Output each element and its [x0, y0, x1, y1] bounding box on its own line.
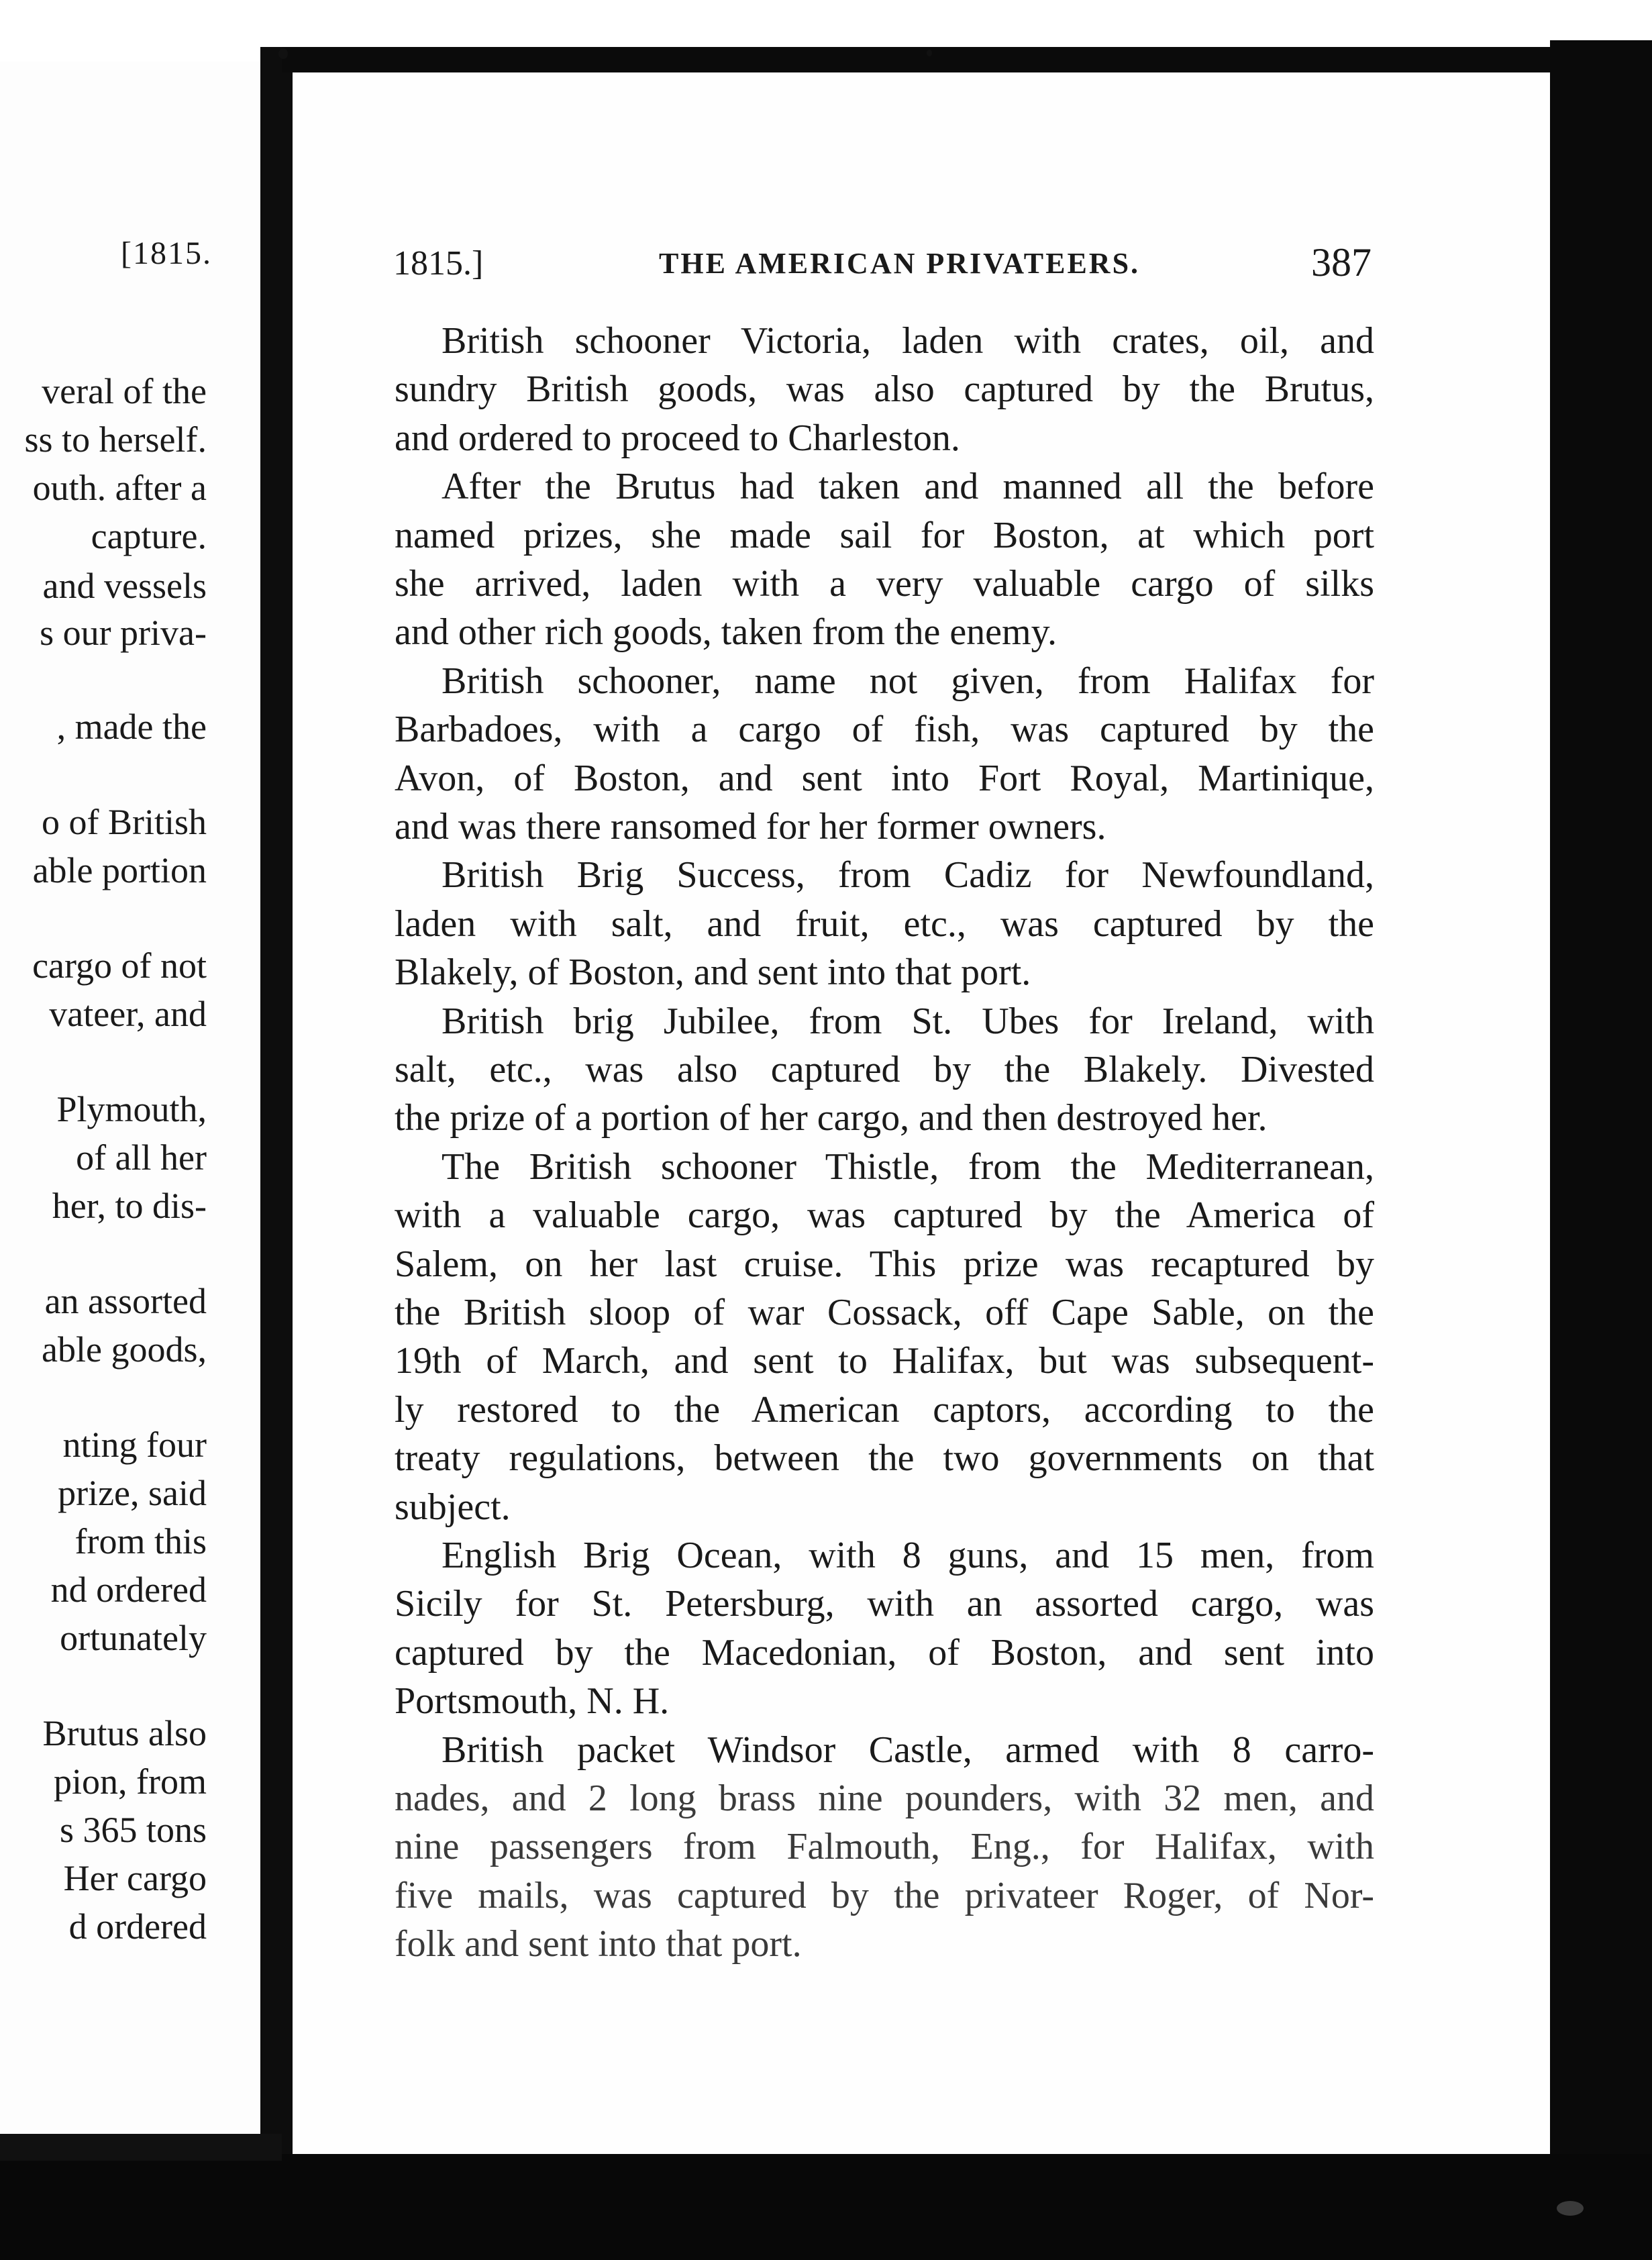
body-line: 19th of March, and sent to Halifax, but was subsequent- — [395, 1340, 1374, 1382]
body-line: British schooner, name not given, from Halifax for — [442, 660, 1374, 702]
left-page-line: s 365 tons — [59, 1810, 207, 1850]
body-line: ly restored to the American captors, according to the — [395, 1388, 1374, 1431]
body-line: five mails, was captured by the privateer Roger, of Nor- — [395, 1874, 1374, 1916]
left-page-line: of all her — [76, 1137, 207, 1178]
left-page-line: an assorted — [44, 1281, 207, 1321]
left-page-line: cargo of not — [32, 945, 207, 986]
body-line: Blakely, of Boston, and sent into that port. — [395, 952, 1031, 994]
scan-speck — [278, 48, 288, 59]
body-line: Portsmouth, N. H. — [395, 1680, 670, 1723]
left-page-line: from this — [74, 1521, 207, 1561]
body-line: treaty regulations, between the two governments on that — [395, 1437, 1374, 1480]
left-page-line: pion, from — [54, 1761, 207, 1802]
body-line: and other rich goods, taken from the enemy. — [395, 611, 1057, 654]
facing-page-left — [0, 62, 260, 2142]
scan-border-left-bottom — [0, 2134, 282, 2161]
body-line: with a valuable cargo, was captured by the America of — [395, 1194, 1374, 1237]
left-page-line: able portion — [32, 850, 207, 890]
body-line: sundry British goods, was also captured by the Brutus, — [395, 368, 1374, 411]
left-page-line: her, to dis- — [52, 1186, 207, 1226]
left-page-line: nting four — [62, 1425, 207, 1465]
body-line: After the Brutus had taken and manned all the before — [442, 466, 1374, 508]
body-line: the prize of a portion of her cargo, and then destroyed her. — [395, 1097, 1268, 1139]
running-head-title: THE AMERICAN PRIVATEERS. — [659, 247, 1141, 280]
body-line: and ordered to proceed to Charleston. — [395, 417, 960, 459]
body-line: Salem, on her last cruise. This prize was recaptured by — [395, 1243, 1374, 1285]
left-page-line: o of British — [41, 802, 207, 842]
left-page-line: s our priva- — [40, 613, 207, 653]
left-page-line: ortunately — [60, 1618, 207, 1658]
left-page-line: veral of the — [42, 371, 207, 411]
body-line: the British sloop of war Cossack, off Cape Sable, on the — [395, 1292, 1374, 1333]
scan-border-bottom — [0, 2154, 1652, 2260]
left-page-line: Her cargo — [63, 1858, 207, 1898]
body-line: nades, and 2 long brass nine pounders, with 32 men, and — [395, 1778, 1374, 1819]
body-line: British brig Jubilee, from St. Ubes for Ireland, with — [442, 1000, 1374, 1042]
left-page-line: capture. — [91, 516, 207, 556]
body-line: named prizes, she made sail for Boston, at which port — [395, 514, 1374, 556]
scan-speck — [927, 50, 932, 56]
running-head-year: 1815.] — [393, 244, 484, 282]
book-gutter — [260, 47, 293, 2161]
body-line: The British schooner Thistle, from the Mediterranean, — [442, 1145, 1374, 1188]
body-line: English Brig Ocean, with 8 guns, and 15 men, from — [442, 1535, 1374, 1576]
left-page-line: d ordered — [68, 1906, 207, 1947]
body-line: Barbadoes, with a cargo of fish, was captured by the — [395, 709, 1374, 751]
left-page-line: , made the — [56, 707, 207, 747]
page-387 — [293, 72, 1550, 2154]
body-line: she arrived, laden with a very valuable cargo of silks — [395, 563, 1374, 605]
scan-speck — [1557, 2201, 1584, 2216]
body-line: British Brig Success, from Cadiz for Newfoundland, — [442, 854, 1374, 896]
left-page-line: vateer, and — [49, 994, 207, 1034]
scan-border-top — [282, 47, 1557, 72]
body-line: captured by the Macedonian, of Boston, and sent into — [395, 1631, 1374, 1674]
body-line: Sicily for St. Petersburg, with an assorted cargo, was — [395, 1583, 1374, 1625]
left-page-line: prize, said — [58, 1473, 207, 1513]
body-line: folk and sent into that port. — [395, 1923, 802, 1965]
body-line: subject. — [395, 1486, 511, 1528]
body-line: and was there ransomed for her former owners. — [395, 806, 1106, 848]
body-line: British packet Windsor Castle, armed with 8 carro- — [442, 1729, 1374, 1771]
left-page-line: and vessels — [42, 566, 207, 606]
body-line: salt, etc., was also captured by the Blakely. Divested — [395, 1049, 1374, 1090]
page-number: 387 — [1311, 240, 1372, 285]
left-page-line: ss to herself. — [24, 419, 207, 460]
body-line: Avon, of Boston, and sent into Fort Royal, Martinique, — [395, 757, 1374, 799]
scan-border-right — [1550, 40, 1652, 2260]
left-page-line: able goods, — [42, 1329, 207, 1370]
body-line: nine passengers from Falmouth, Eng., for Halifax, with — [395, 1826, 1374, 1868]
left-page-line: nd ordered — [50, 1570, 207, 1610]
left-page-line: Plymouth, — [56, 1089, 207, 1129]
left-page-line: outh. after a — [32, 468, 207, 508]
body-line: laden with salt, and fruit, etc., was captured by the — [395, 903, 1374, 945]
body-line: British schooner Victoria, laden with crates, oil, and — [442, 320, 1374, 362]
left-page-line: Brutus also — [42, 1713, 207, 1753]
left-page-running-head: [1815. — [121, 236, 212, 271]
running-head — [293, 240, 1550, 291]
